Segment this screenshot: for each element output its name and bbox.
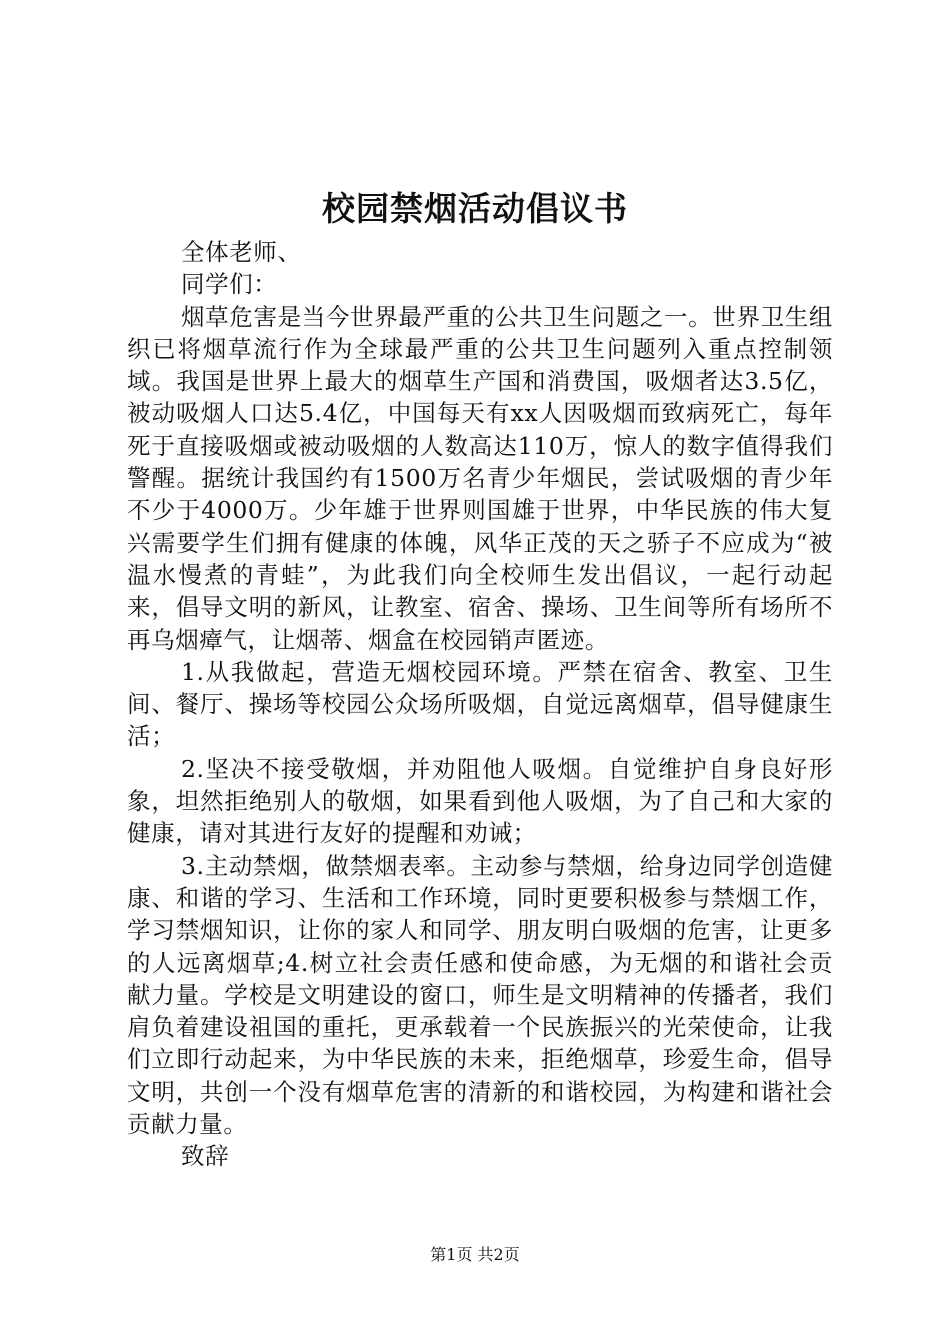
page-number-footer: 第1页 共2页 — [430, 1245, 520, 1264]
salutation-line-1: 全体老师、 — [181, 238, 302, 266]
paragraph-item-2: 2.坚决不接受敬烟，并劝阻他人吸烟。自觉维护自身良好形象，坦然拒绝别人的敬烟，如果看到他人吸烟，为了自己和大家的健康，请对其进行友好的提醒和劝诫； — [127, 754, 833, 848]
closing-text: 致辞 — [181, 1142, 230, 1171]
document-body — [127, 236, 833, 1173]
paragraph-item-1: 1.从我做起，营造无烟校园环境。严禁在宿舍、教室、卫生间、餐厅、操场等校园公众场所吸烟，自觉远离烟草，倡导健康生活； — [127, 657, 833, 751]
document-title: 校园禁烟活动倡议书 — [322, 189, 628, 228]
paragraph-intro: 烟草危害是当今世界最严重的公共卫生问题之一。世界卫生组织已将烟草流行作为全球最严重的公共卫生问题列入重点控制领域。我国是世界上最大的烟草生产国和消费国，吸烟者达3.5亿，被动吸烟人口达5.4亿，中国每天有xx人因吸烟而致病死亡，每年死于直接吸烟或被动吸烟的人数高达110万，惊人的数字值得我们警醒。据统计我国约有1500万名青少年烟民，尝试吸烟的青少年不少于4000万。少年雄于世界则国雄于世界，中华民族的伟大复兴需要学生们拥有健康的体魄，风华正茂的天之骄子不应成为“被温水慢煮的青蛙”，为此我们向全校师生发出倡议，一起行动起来，倡导文明的新风，让教室、宿舍、操场、卫生间等所有场所不再乌烟瘴气，让烟蒂、烟盒在校园销声匿迹。 — [127, 302, 833, 654]
paragraph-item-3: 3.主动禁烟，做禁烟表率。主动参与禁烟，给身边同学创造健康、和谐的学习、生活和工作环境，同时更要积极参与禁烟工作，学习禁烟知识，让你的家人和同学、朋友明白吸烟的危害，让更多的人远离烟草;4.树立社会责任感和使命感，为无烟的和谐社会贡献力量。学校是文明建设的窗口，师生是文明精神的传播者，我们肩负着建设祖国的重托，更承载着一个民族振兴的光荣使命，让我们立即行动起来，为中华民族的未来，拒绝烟草，珍爱生命，倡导文明，共创一个没有烟草危害的清新的和谐校园，为构建和谐社会贡献力量。 — [127, 851, 833, 1139]
salutation-line-2: 同学们： — [181, 270, 278, 299]
